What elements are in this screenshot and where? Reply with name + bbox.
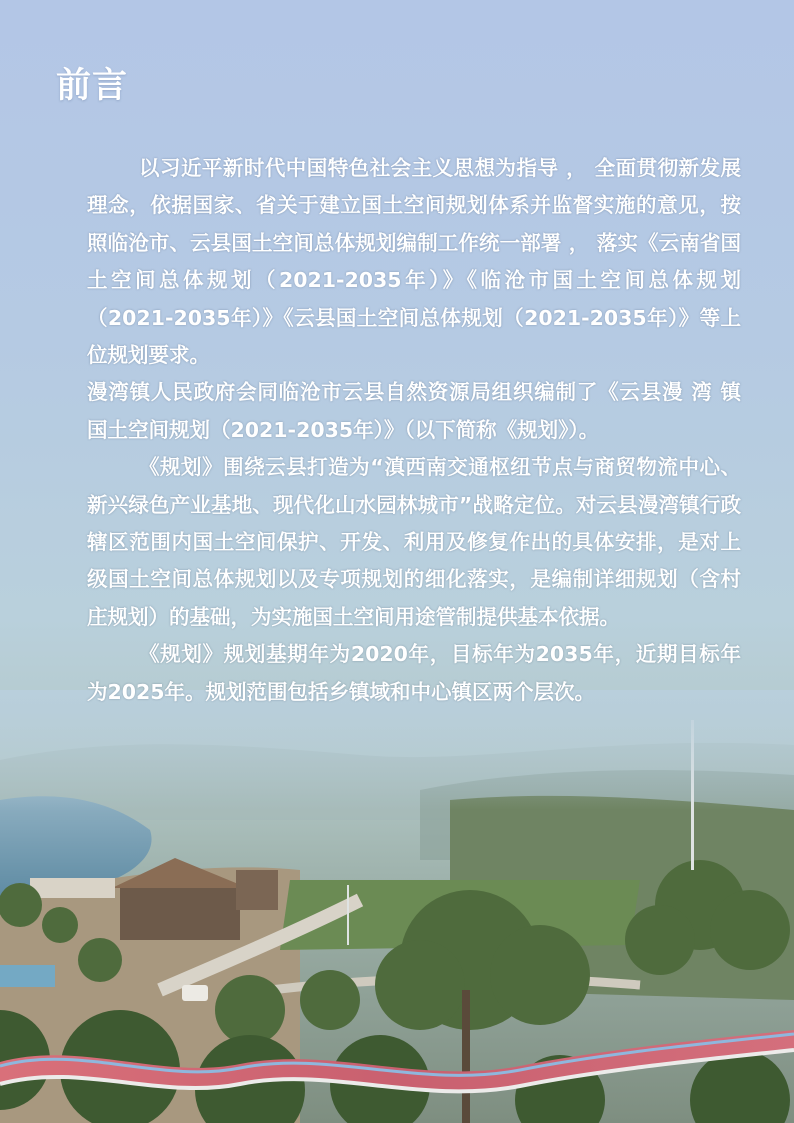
paragraph: 以习近平新时代中国特色社会主义思想为指导 ， 全面贯彻新发展理念，依据国家、省关于建立国土空间规划体系并监督实施的意见，按照临沧市、云县国土空间总体规划编制工作统一部署 ， 落实《云南省国土空间总体规划（2021-2035年）》《临沧市国土空间总体规划（2021-2035年）》《云县国土空间总体规划（2021-2035年）》等上位规划要求。	[87, 156, 741, 368]
paragraph: 《规划》规划基期年为2020年，目标年为2035年，近期目标年为2025年。规划范围包括乡镇域和中心镇区两个层次。	[87, 642, 741, 704]
paragraph: 漫湾镇人民政府会同临沧市云县自然资源局组织编制了《云县漫 湾 镇 国土空间规划（2021-2035年）》（以下简称《规划》）。	[87, 380, 741, 442]
page-title: 前言	[56, 66, 129, 106]
paragraph: 《规划》围绕云县打造为“滇西南交通枢纽节点与商贸物流中心、新兴绿色产业基地、现代化山水园林城市”战略定位。对云县漫湾镇行政辖区范围内国土空间保护、开发、利用及修复作出的具体安排，是对上级国土空间总体规划以及专项规划的细化落实，是编制详细规划（含村庄规划）的基础，为实施国土空间用途管制提供基本依据。	[87, 455, 741, 629]
preface-body	[87, 150, 741, 711]
